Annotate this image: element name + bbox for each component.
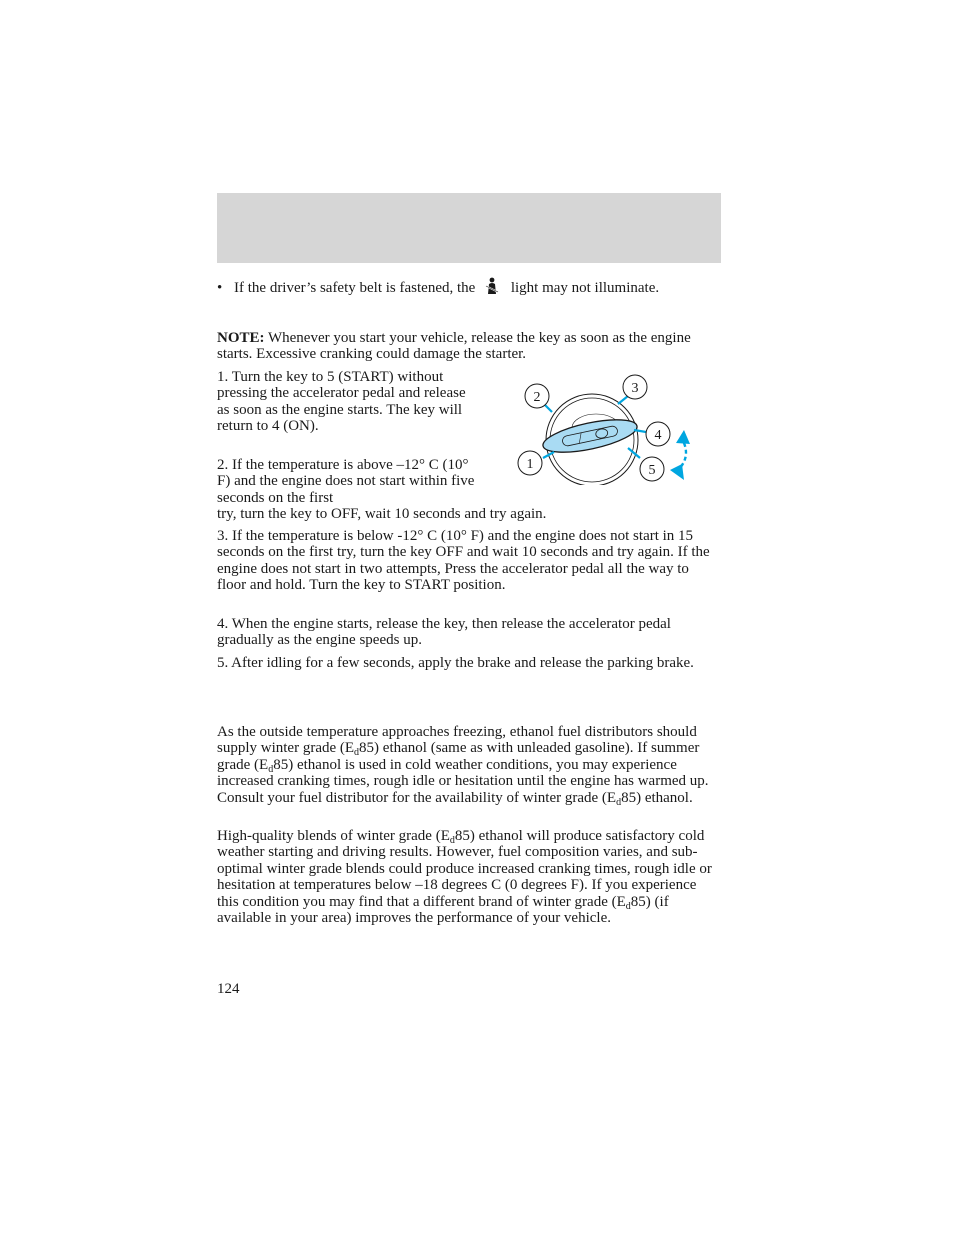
step-2-part-1: 2. If the temperature is above –12° C (10° F) and the engine does not start within five seconds on the first xyxy=(217,457,475,506)
ethanol-p2-segment: High-quality blends of winter grade (E xyxy=(217,828,450,844)
page-number: 124 xyxy=(217,981,240,997)
subscript-d: d xyxy=(616,796,622,808)
ethanol-p1-segment: As the outside temperature approaches freezing, ethanol fuel distributors should supply winter grade (E xyxy=(217,724,697,757)
step-1: 1. Turn the key to 5 (START) without pressing the accelerator pedal and release as soon as the engine starts. The key will return to 4 (ON). xyxy=(217,369,466,435)
ethanol-p2-segment: 85) (if available in your area) improves the performance of your vehicle. xyxy=(217,893,669,927)
position-label-4: 4 xyxy=(654,428,662,443)
step-4: 4. When the engine starts, release the key, then release the accelerator pedal gradually as the engine speeds up. xyxy=(217,616,671,649)
subscript-d: d xyxy=(449,835,455,846)
ethanol-paragraph-2 xyxy=(217,828,721,926)
note-text: Whenever you start your vehicle, release the key as soon as the engine starts. Excessive cranking could damage the starter. xyxy=(217,330,691,363)
subscript-d: d xyxy=(354,747,360,759)
note-paragraph xyxy=(217,330,721,363)
ignition-diagram xyxy=(510,370,700,485)
subscript-d: d xyxy=(625,900,631,912)
bullet-text-after: light may not illuminate. xyxy=(510,280,660,296)
position-label-3: 3 xyxy=(631,381,639,396)
ethanol-p1-segment: 85) ethanol is used in cold weather conditions, you may experience increased cranking times, rough idle or hesitation until the engine has warmed up. Consult your fuel distributor for the availability of winter grade (E xyxy=(217,756,709,806)
position-label-1: 1 xyxy=(526,457,534,472)
ethanol-p1-segment: 85) ethanol (same as with unleaded gasoline). If summer grade (E xyxy=(217,740,700,773)
subscript-d: d xyxy=(268,763,274,775)
position-label-2: 2 xyxy=(533,390,541,405)
step-2-part-2: try, turn the key to OFF, wait 10 seconds and try again. xyxy=(217,506,547,522)
ethanol-p1-segment: 85) ethanol. xyxy=(621,789,693,806)
step-3: 3. If the temperature is below -12° C (10° F) and the engine does not start in 15 seconds on the first try, turn the key OFF and wait 10 seconds and try again. If the engine does not start in two attempts, Press the accelerator pedal all the way to floor and hold. Turn the key to START position. xyxy=(217,528,710,594)
note-label: NOTE: xyxy=(217,330,265,346)
safety-belt-icon xyxy=(482,277,504,295)
ethanol-paragraph-1 xyxy=(217,724,721,806)
ethanol-p2-segment: 85) ethanol will produce satisfactory cold weather starting and driving results. However, fuel composition varies, and sub-optimal winter grade blends could produce increased cranking times, rough idle or hesitation at temperatures below –18 degrees C (0 degrees F). If you experience this condition you may find that a different brand of winter grade (E xyxy=(217,828,712,910)
bullet-dot: • xyxy=(217,280,223,296)
rotation-arrow xyxy=(670,430,690,480)
safety-belt-bullet xyxy=(217,277,727,296)
header-band xyxy=(217,193,721,263)
bullet-text-before: If the driver’s safety belt is fastened, the xyxy=(234,280,476,296)
step-5: 5. After idling for a few seconds, apply the brake and release the parking brake. xyxy=(217,655,694,671)
position-label-5: 5 xyxy=(648,463,656,478)
